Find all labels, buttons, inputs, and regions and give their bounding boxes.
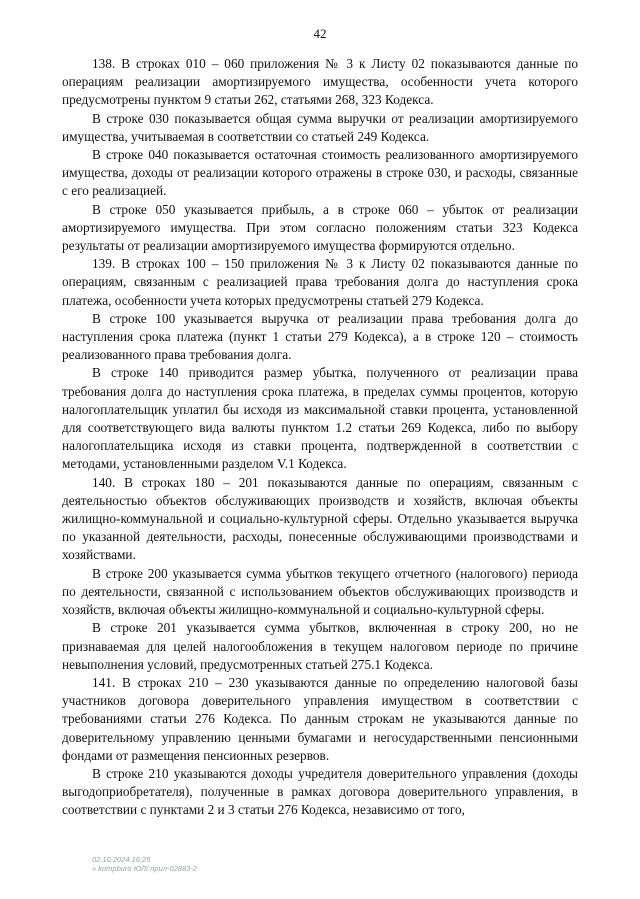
paragraph-line-201: В строке 201 указывается сумма убытков, включенная в строку 200, но не признаваемая для целей налогообложения в текущем налоговом периоде по причине невыполнения условий, предусмотренных статьей 275.1 Кодекса. bbox=[62, 620, 578, 672]
document-body bbox=[62, 55, 578, 820]
paragraph-line-050-060: В строке 050 указывается прибыль, а в строке 060 – убыток от реализации амортизируемого имущества. При этом согласно положениям статьи 323 Кодекса результаты от реализации амортизируемого имущества формируются отдельно. bbox=[62, 201, 578, 254]
paragraph-139: 139. В строках 100 – 150 приложения № 3 к Листу 02 показываются данные по операциям, связанным с реализацией права требования долга до наступления срока платежа, особенности учета которых предусмотрены статьей 279 Кодекса. bbox=[62, 256, 578, 308]
stamp-source: » kompburo ЮЛ/ прил-02883-2 bbox=[92, 864, 197, 873]
paragraph-141: 141. В строках 210 – 230 указываются данные по определению налоговой базы участников договора доверительного управления имуществом в соответствии с требованиями статьи 276 Кодекса. По данным строкам не указываются данные по доверительному управлению ценными бумагами и негосударственными пенсионными фондами от размещения пенсионных резервов. bbox=[62, 674, 578, 763]
page-number: 42 bbox=[313, 26, 327, 41]
paragraph-line-030: В строке 030 показывается общая сумма выручки от реализации амортизируемого имущества, учитываемая в соответствии со статьей 249 Кодекса. bbox=[62, 110, 578, 144]
paragraph-line-140: В строке 140 приводится размер убытка, полученного от реализации права требования долга до наступления срока платежа, в пределах суммы процентов, которую налогоплательщик уплатил бы исходя из максимальной ставки процента, установленной для соответствующего вида валюты пунктом 1.2 статьи 269 Кодекса, либо по выбору налогоплательщика исходя из ставки процента, подтвержденной в соответствии с методами, установленными разделом V.1 Кодекса. bbox=[62, 365, 578, 472]
paragraph-line-210: В строке 210 указываются доходы учредителя доверительного управления (доходы выгодоприобретателя), полученные в рамках договора доверительного управления, в соответствии с пунктами 2 и 3 статьи 276 Кодекса, независимо от того, bbox=[62, 765, 578, 818]
paragraph-140: 140. В строках 180 – 201 показываются данные по операциям, связанным с деятельностью объектов обслуживающих производств и хозяйств, включая объекты жилищно-коммунальной и социально-культурной сферы. Отдельно указывается выручка по указанной деятельности, расходы, понесенные обслуживающими производствами и хозяйствами. bbox=[62, 474, 578, 563]
print-stamp bbox=[92, 855, 197, 873]
paragraph-138: 138. В строках 010 – 060 приложения № 3 к Листу 02 показываются данные по операциям реализации амортизируемого имущества, особенности учета которого предусмотрены пунктом 9 статьи 262, статьями 268, 323 Кодекса. bbox=[62, 56, 578, 108]
paragraph-line-200: В строке 200 указывается сумма убытков текущего отчетного (налогового) периода по деятельности, связанной с использованием объектов обслуживающих производств и хозяйств, включая объекты жилищно-коммунальной и социально-культурной сферы. bbox=[62, 565, 578, 618]
paragraph-line-100-120: В строке 100 указывается выручка от реализации права требования долга до наступления срока платежа (пункт 1 статьи 279 Кодекса), а в строке 120 – стоимость реализованного права требования долга. bbox=[62, 310, 578, 363]
paragraph-line-040: В строке 040 показывается остаточная стоимость реализованного амортизируемого имущества, доходы от реализации которого отражены в строке 030, и расходы, связанные с его реализацией. bbox=[62, 147, 578, 199]
stamp-date: 02.10.2024 16:25 bbox=[92, 855, 151, 864]
